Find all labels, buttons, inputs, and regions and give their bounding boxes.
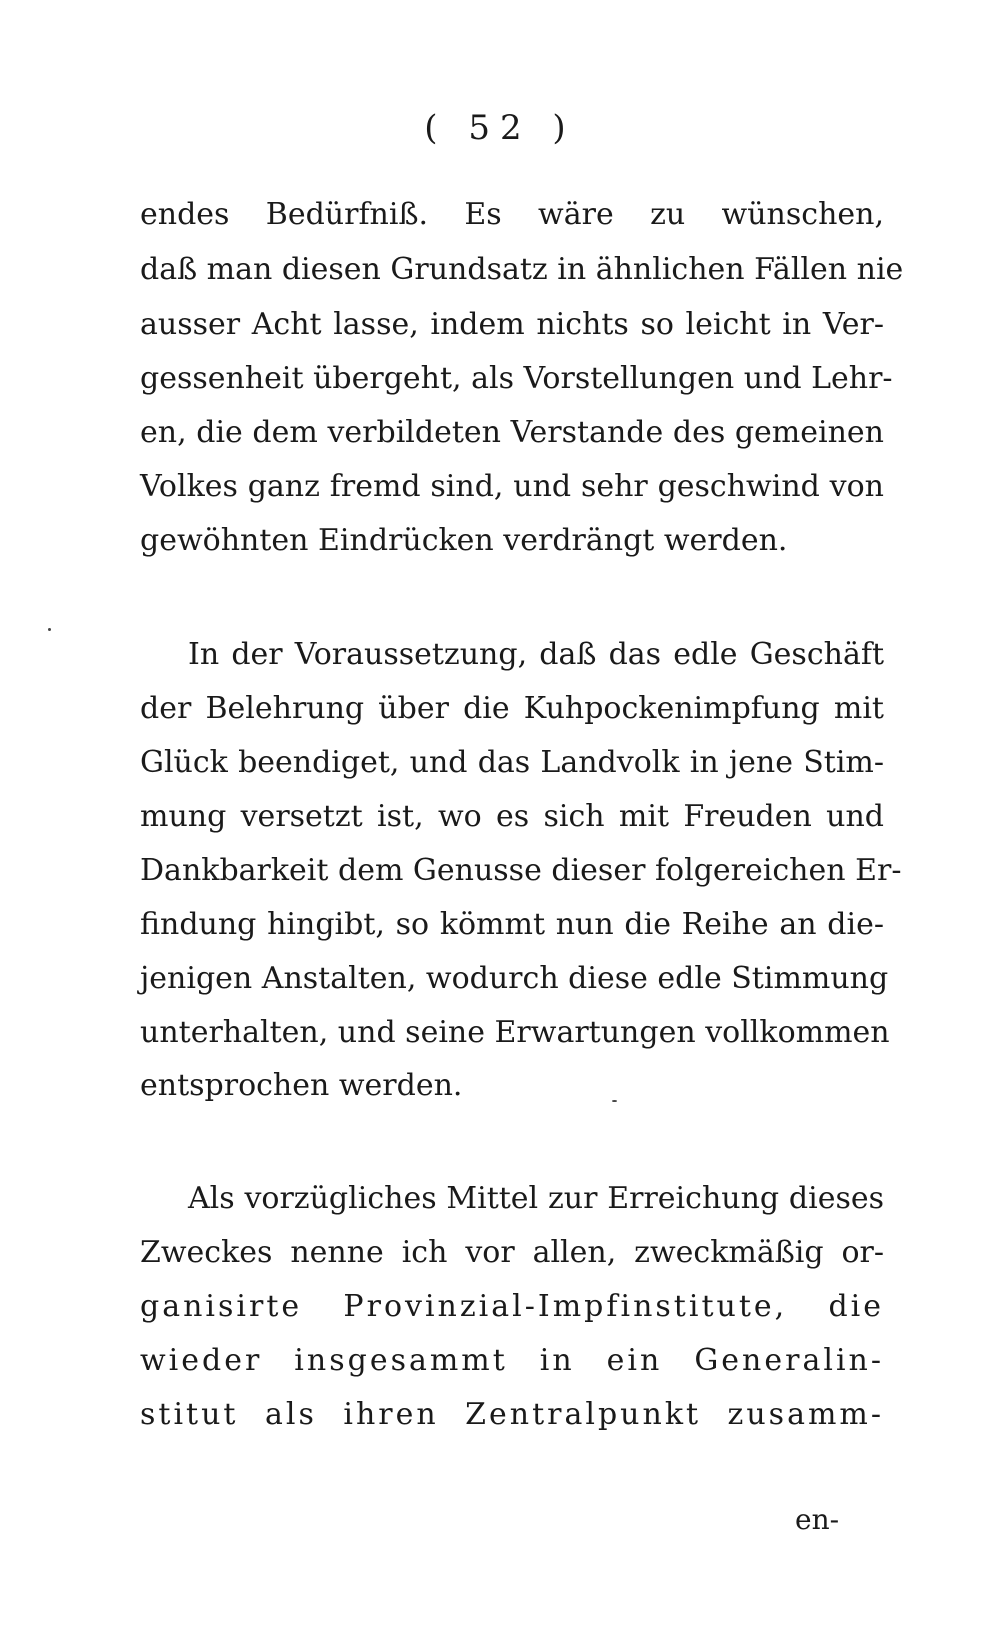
catchword: en- <box>795 1503 840 1536</box>
text-line: stitut als ihren Zentralpunkt zusamm- <box>140 1397 884 1432</box>
text-line: gessenheit übergeht, als Vorstellungen und Lehr- <box>140 361 893 396</box>
print-speck <box>48 628 51 631</box>
text-line: en, die dem verbildeten Verstande des gemeinen <box>140 415 884 450</box>
text-line: der Belehrung über die Kuhpockenimpfung mit <box>140 691 884 726</box>
text-line: Glück beendiget, und das Landvolk in jene Stim- <box>140 745 884 780</box>
page-number: ( 52 ) <box>424 108 576 148</box>
text-line: wieder insgesammt in ein Generalin- <box>140 1343 884 1378</box>
print-speck <box>612 1100 617 1102</box>
text-line: Volkes ganz fremd sind, und sehr geschwind von <box>140 469 884 504</box>
text-line: daß man diesen Grundsatz in ähnlichen Fällen nie <box>140 252 904 287</box>
text-line: unterhalten, und seine Erwartungen vollkommen <box>140 1015 890 1050</box>
text-line: Zweckes nenne ich vor allen, zweckmäßig or- <box>140 1235 884 1270</box>
text-line: findung hingibt, so kömmt nun die Reihe an die- <box>140 907 884 942</box>
text-line: Dankbarkeit dem Genusse dieser folgereichen Er- <box>140 853 902 888</box>
text-line: jenigen Anstalten, wodurch diese edle Stimmung <box>140 961 889 996</box>
text-line: entsprochen werden. <box>140 1068 463 1103</box>
text-line: Als vorzügliches Mittel zur Erreichung dieses <box>188 1181 884 1216</box>
text-line: ganisirte Provinzial-Impfinstitute, die <box>140 1289 884 1324</box>
text-line: endes Bedürfniß. Es wäre zu wünschen, <box>140 197 884 232</box>
text-line: gewöhnten Eindrücken verdrängt werden. <box>140 523 788 558</box>
text-line: ausser Acht lasse, indem nichts so leicht in Ver- <box>140 307 884 342</box>
text-line: In der Voraussetzung, daß das edle Geschäft <box>188 637 884 672</box>
text-line: mung versetzt ist, wo es sich mit Freuden und <box>140 799 884 834</box>
